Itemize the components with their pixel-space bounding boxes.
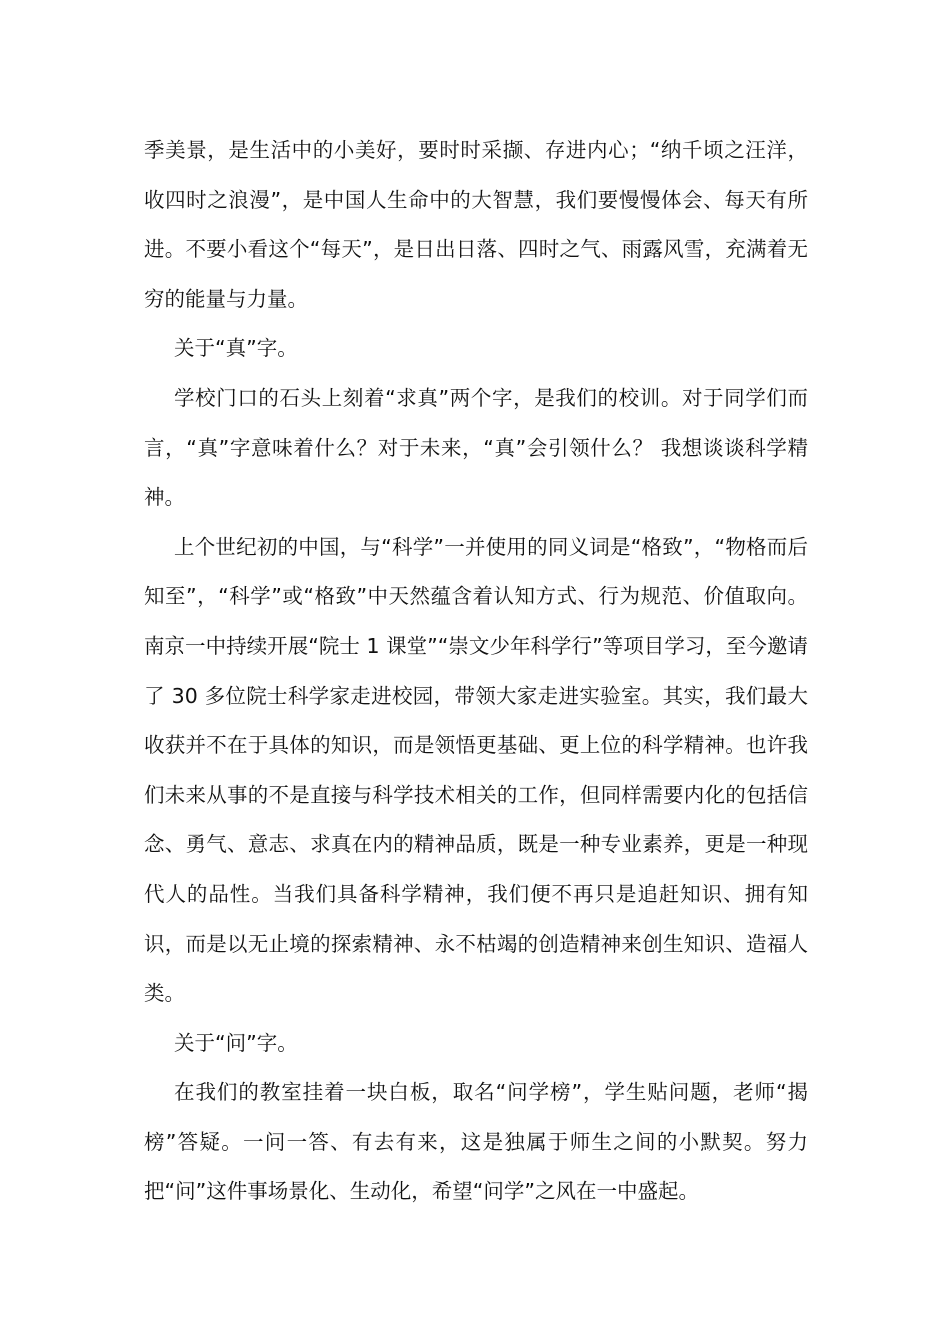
section-heading-zhen: 关于“真”字。 (174, 336, 298, 361)
paragraph: 学校门口的石头上刻着“求真”两个字，是我们的校训。对于同学们而言，“真”字意味着什么？对于未来，“真”会引领什么？ 我想谈谈科学精神。 (144, 385, 808, 510)
paragraph: 在我们的教室挂着一块白板，取名“问学榜”，学生贴问题，老师“揭榜”答疑。一问一答、有去有来，这是独属于师生之间的小默契。努力把“问”这件事场景化、生动化，希望“问学”之风在一中盛起。 (144, 1080, 808, 1204)
section-heading-wen: 关于“问”字。 (174, 1030, 298, 1055)
document-body (144, 126, 808, 1217)
paragraph: 季美景，是生活中的小美好，要时时采撷、存进内心；“纳千顷之汪洋，收四时之浪漫”，是中国人生命中的大智慧，我们要慢慢体会、每天有所进。不要小看这个“每天”，是日出日落、四时之气、雨露风雪，充满着无穷的能量与力量。 (144, 138, 808, 311)
paragraph: 上个世纪初的中国，与“科学”一并使用的同义词是“格致”，“物格而后知至”，“科学”或“格致”中天然蕴含着认知方式、行为规范、价值取向。南京一中持续开展“院士 1 课堂”“崇文少年科学行”等项目学习，至今邀请了 30 多位院士科学家走进校园，带领大家走进实验室。其实，我们最大收获并不在于具体的知识，而是领悟更基础、更上位的科学精神。也许我们未来从事的不是直接与科学技术相关的工作，但同样需要内化的包括信念、勇气、意志、求真在内的精神品质，既是一种专业素养，更是一种现代人的品性。当我们具备科学精神，我们便不再只是追赶知识、拥有知识，而是以无止境的探索精神、永不枯竭的创造精神来创生知识、造福人类。 (144, 534, 808, 1006)
